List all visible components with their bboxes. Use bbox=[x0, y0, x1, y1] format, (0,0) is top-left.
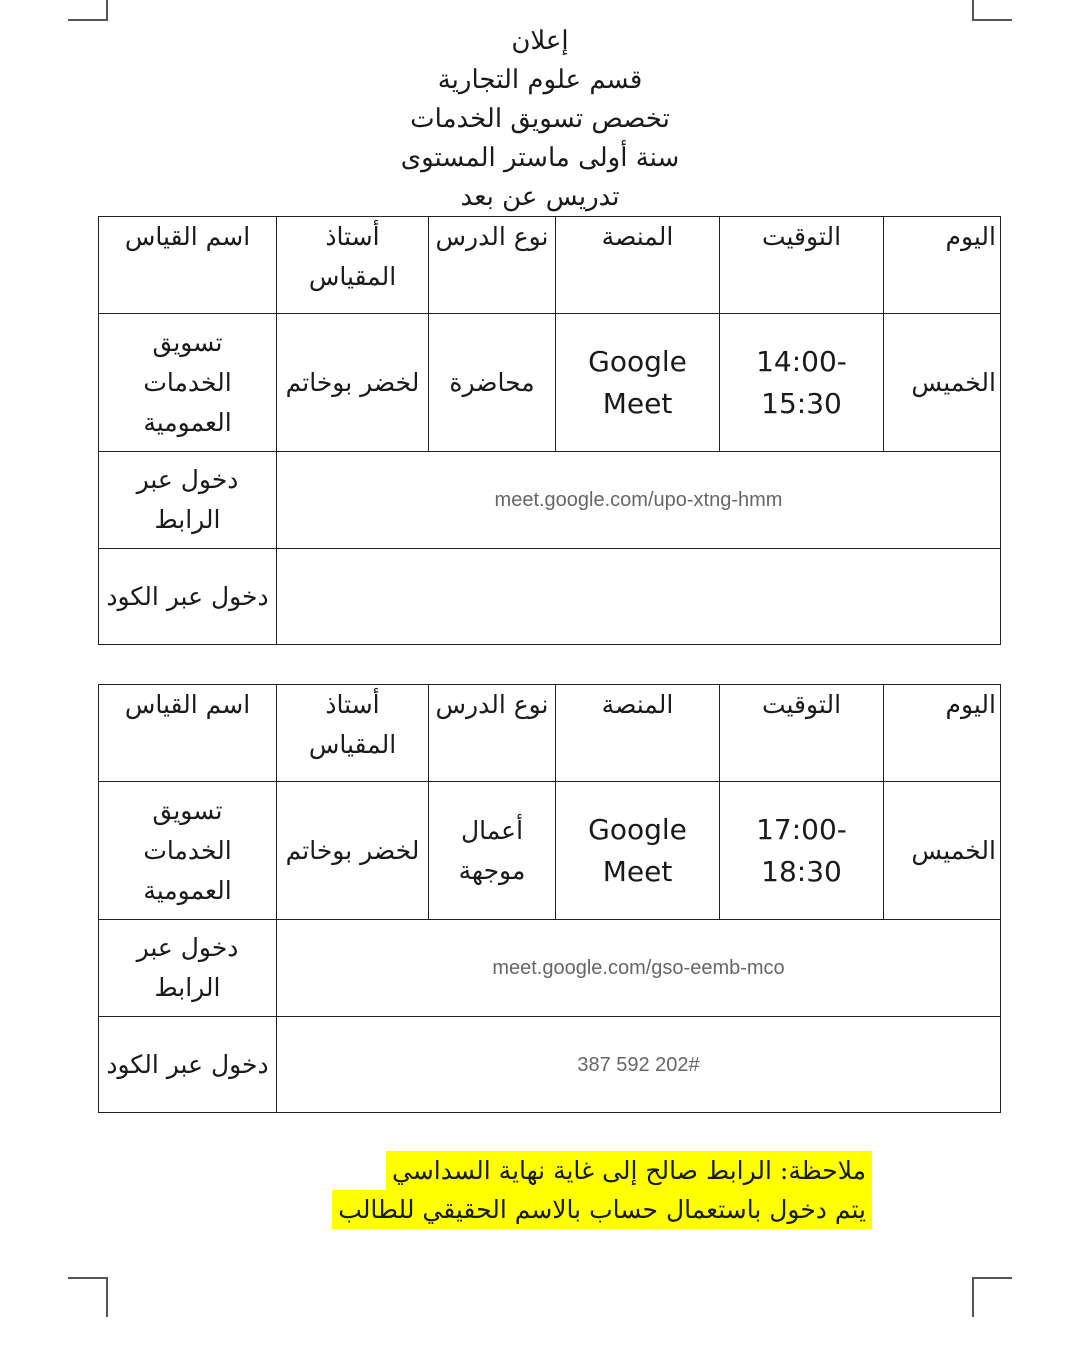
column-header-day: اليوم bbox=[884, 217, 1001, 314]
cell-day: الخميس bbox=[884, 314, 1001, 452]
highlighted-note bbox=[332, 1151, 872, 1229]
code-row bbox=[99, 1017, 1001, 1113]
table-header-row bbox=[99, 685, 1001, 782]
meeting-code bbox=[277, 549, 1001, 645]
cell-module: تسويق الخدمات العمومية bbox=[99, 314, 277, 452]
header-title: إعلان bbox=[511, 26, 569, 56]
link-label: دخول عبر الرابط bbox=[99, 452, 277, 549]
column-header-platform: المنصة bbox=[556, 217, 720, 314]
crop-mark-top-left-h bbox=[68, 19, 108, 21]
link-label: دخول عبر الرابط bbox=[99, 920, 277, 1017]
meeting-link[interactable]: meet.google.com/gso-eemb-mco bbox=[277, 920, 1001, 1017]
crop-mark-top-left-v bbox=[106, 0, 108, 20]
header-specialty: تخصص تسويق الخدمات bbox=[410, 104, 670, 134]
schedule-table-2 bbox=[98, 684, 1001, 1113]
column-header-teacher: أستاذ المقياس bbox=[277, 217, 429, 314]
note-line-1: ملاحظة: الرابط صالح إلى غاية نهاية السداسي bbox=[386, 1151, 872, 1190]
code-label: دخول عبر الكود bbox=[99, 1017, 277, 1113]
cell-module: تسويق الخدمات العمومية bbox=[99, 782, 277, 920]
code-row bbox=[99, 549, 1001, 645]
column-header-time: التوقيت bbox=[720, 685, 884, 782]
announcement-header bbox=[0, 22, 1080, 217]
column-header-type: نوع الدرس bbox=[429, 217, 556, 314]
table-row bbox=[99, 314, 1001, 452]
crop-mark-bottom-left-v bbox=[106, 1277, 108, 1317]
column-header-day: اليوم bbox=[884, 685, 1001, 782]
cell-time: 14:00-15:30 bbox=[720, 314, 884, 452]
crop-mark-top-right-h bbox=[972, 19, 1012, 21]
cell-teacher: لخضر بوخاتم bbox=[277, 782, 429, 920]
cell-platform: Google Meet bbox=[556, 314, 720, 452]
crop-mark-bottom-right-v bbox=[972, 1277, 974, 1317]
header-department: قسم علوم التجارية bbox=[437, 65, 643, 95]
meeting-code: 387 592 202# bbox=[277, 1017, 1001, 1113]
cell-teacher: لخضر بوخاتم bbox=[277, 314, 429, 452]
crop-mark-bottom-left-h bbox=[68, 1277, 108, 1279]
crop-mark-bottom-right-h bbox=[972, 1277, 1012, 1279]
cell-day: الخميس bbox=[884, 782, 1001, 920]
table-row bbox=[99, 782, 1001, 920]
cell-platform: Google Meet bbox=[556, 782, 720, 920]
column-header-module: اسم القياس bbox=[99, 217, 277, 314]
table-header-row bbox=[99, 217, 1001, 314]
column-header-module: اسم القياس bbox=[99, 685, 277, 782]
cell-time: 17:00-18:30 bbox=[720, 782, 884, 920]
cell-lesson-type: أعمال موجهة bbox=[429, 782, 556, 920]
header-level: سنة أولى ماستر المستوى bbox=[400, 143, 680, 173]
meeting-link[interactable]: meet.google.com/upo-xtng-hmm bbox=[277, 452, 1001, 549]
column-header-platform: المنصة bbox=[556, 685, 720, 782]
code-label: دخول عبر الكود bbox=[99, 549, 277, 645]
column-header-teacher: أستاذ المقياس bbox=[277, 685, 429, 782]
column-header-type: نوع الدرس bbox=[429, 685, 556, 782]
header-mode: تدريس عن بعد bbox=[460, 182, 620, 212]
link-row bbox=[99, 920, 1001, 1017]
column-header-time: التوقيت bbox=[720, 217, 884, 314]
schedule-table-1 bbox=[98, 216, 1001, 645]
cell-lesson-type: محاضرة bbox=[429, 314, 556, 452]
note-line-2: يتم دخول باستعمال حساب بالاسم الحقيقي للطالب bbox=[332, 1190, 872, 1229]
link-row bbox=[99, 452, 1001, 549]
crop-mark-top-right-v bbox=[972, 0, 974, 20]
